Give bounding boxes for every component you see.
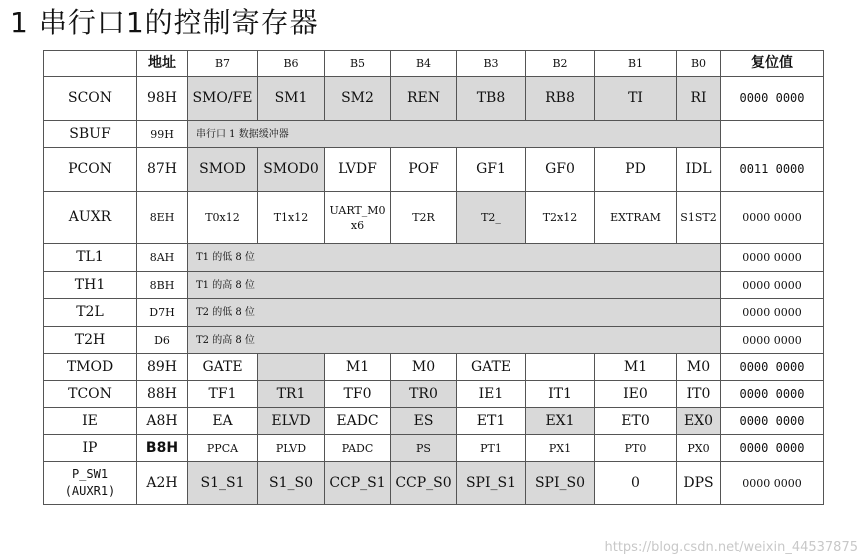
bit-cell: UART_M0x6 bbox=[325, 192, 391, 244]
register-address: 88H bbox=[137, 381, 188, 408]
register-description: 串行口 1 数据缓冲器 bbox=[188, 121, 721, 148]
table-row bbox=[44, 381, 824, 408]
bit-cell: IT0 bbox=[677, 381, 721, 408]
bit-cell: TI bbox=[595, 77, 677, 121]
bit-cell: 0 bbox=[595, 462, 677, 505]
register-name: TL1 bbox=[44, 244, 137, 272]
bit-cell: CCP_S1 bbox=[325, 462, 391, 505]
bit-cell: EA bbox=[188, 408, 258, 435]
bit-cell: S1ST2 bbox=[677, 192, 721, 244]
register-name: IP bbox=[44, 435, 137, 462]
reset-value: 0000 0000 bbox=[721, 354, 824, 381]
reset-value: 0011 0000 bbox=[721, 148, 824, 192]
watermark-text: https://blog.csdn.net/weixin_44537875 bbox=[604, 540, 858, 555]
bit-cell: GATE bbox=[188, 354, 258, 381]
register-address: D7H bbox=[137, 299, 188, 327]
table-row bbox=[44, 435, 824, 462]
column-header: 复位值 bbox=[721, 51, 824, 77]
register-address: 87H bbox=[137, 148, 188, 192]
bit-cell: T0x12 bbox=[188, 192, 258, 244]
bit-cell: GATE bbox=[457, 354, 526, 381]
bit-cell: SM2 bbox=[325, 77, 391, 121]
bit-cell: RB8 bbox=[526, 77, 595, 121]
register-name: TMOD bbox=[44, 354, 137, 381]
bit-cell: EX1 bbox=[526, 408, 595, 435]
bit-cell: IDL bbox=[677, 148, 721, 192]
heading-title: 串行口1的控制寄存器 bbox=[38, 6, 319, 39]
register-name: T2H bbox=[44, 327, 137, 354]
bit-cell: EXTRAM bbox=[595, 192, 677, 244]
table-row bbox=[44, 77, 824, 121]
register-name: AUXR bbox=[44, 192, 137, 244]
bit-cell: TB8 bbox=[457, 77, 526, 121]
bit-cell: M1 bbox=[325, 354, 391, 381]
reset-value bbox=[721, 121, 824, 148]
register-name-line: P_SW1 bbox=[71, 467, 109, 481]
bit-cell: T2_ bbox=[457, 192, 526, 244]
register-name: SBUF bbox=[44, 121, 137, 148]
register-description: T1 的高 8 位 bbox=[188, 272, 721, 299]
register-address: B8H bbox=[137, 435, 188, 462]
register-address: D6 bbox=[137, 327, 188, 354]
bit-cell: ET0 bbox=[595, 408, 677, 435]
bit-cell: RI bbox=[677, 77, 721, 121]
bit-cell: S1_S0 bbox=[258, 462, 325, 505]
bit-cell: SMOD0 bbox=[258, 148, 325, 192]
register-address: A2H bbox=[137, 462, 188, 505]
bit-cell: PT1 bbox=[457, 435, 526, 462]
bit-cell: PADC bbox=[325, 435, 391, 462]
register-address: A8H bbox=[137, 408, 188, 435]
register-description: T2 的低 8 位 bbox=[188, 299, 721, 327]
column-header: B1 bbox=[595, 51, 677, 77]
bit-cell: T1x12 bbox=[258, 192, 325, 244]
register-address: 99H bbox=[137, 121, 188, 148]
register-address: 89H bbox=[137, 354, 188, 381]
register-name: PCON bbox=[44, 148, 137, 192]
bit-cell: PD bbox=[595, 148, 677, 192]
bit-cell: M0 bbox=[677, 354, 721, 381]
register-name: TCON bbox=[44, 381, 137, 408]
bit-cell: TR0 bbox=[391, 381, 457, 408]
bit-cell: SMOD bbox=[188, 148, 258, 192]
table-row bbox=[44, 244, 824, 272]
bit-cell: POF bbox=[391, 148, 457, 192]
bit-cell: PLVD bbox=[258, 435, 325, 462]
bit-cell: ET1 bbox=[457, 408, 526, 435]
bit-cell: TF1 bbox=[188, 381, 258, 408]
reset-value: 0000 0000 bbox=[721, 272, 824, 299]
table-row bbox=[44, 462, 824, 505]
bit-cell: SM1 bbox=[258, 77, 325, 121]
heading-number: 1 bbox=[10, 6, 29, 39]
column-header: B3 bbox=[457, 51, 526, 77]
table-row bbox=[44, 408, 824, 435]
reset-value: 0000 0000 bbox=[721, 327, 824, 354]
bit-cell: GF0 bbox=[526, 148, 595, 192]
reset-value: 0000 0000 bbox=[721, 408, 824, 435]
reset-value: 0000 0000 bbox=[721, 381, 824, 408]
table-row bbox=[44, 299, 824, 327]
table-row bbox=[44, 121, 824, 148]
bit-cell: DPS bbox=[677, 462, 721, 505]
register-name bbox=[44, 462, 137, 505]
reset-value: 0000 0000 bbox=[721, 435, 824, 462]
reset-value: 0000 0000 bbox=[721, 244, 824, 272]
bit-cell: SPI_S0 bbox=[526, 462, 595, 505]
reset-value: 0000 0000 bbox=[721, 192, 824, 244]
register-address: 8BH bbox=[137, 272, 188, 299]
table-row bbox=[44, 327, 824, 354]
bit-cell: PX0 bbox=[677, 435, 721, 462]
register-name: T2L bbox=[44, 299, 137, 327]
table-row bbox=[44, 192, 824, 244]
column-header: B7 bbox=[188, 51, 258, 77]
column-header: B6 bbox=[258, 51, 325, 77]
bit-cell: IT1 bbox=[526, 381, 595, 408]
register-description: T2 的高 8 位 bbox=[188, 327, 721, 354]
reset-value: 0000 0000 bbox=[721, 299, 824, 327]
bit-cell: PX1 bbox=[526, 435, 595, 462]
register-address: 8EH bbox=[137, 192, 188, 244]
register-address: 8AH bbox=[137, 244, 188, 272]
bit-cell: PPCA bbox=[188, 435, 258, 462]
column-header: 地址 bbox=[137, 51, 188, 77]
table-row bbox=[44, 272, 824, 299]
register-description: T1 的低 8 位 bbox=[188, 244, 721, 272]
bit-cell: PT0 bbox=[595, 435, 677, 462]
column-header: B4 bbox=[391, 51, 457, 77]
bit-cell: TF0 bbox=[325, 381, 391, 408]
bit-cell: S1_S1 bbox=[188, 462, 258, 505]
bit-cell: T2x12 bbox=[526, 192, 595, 244]
bit-cell: SMO/FE bbox=[188, 77, 258, 121]
register-address: 98H bbox=[137, 77, 188, 121]
register-name: SCON bbox=[44, 77, 137, 121]
register-name: TH1 bbox=[44, 272, 137, 299]
reset-value: 0000 0000 bbox=[721, 77, 824, 121]
bit-cell: M1 bbox=[595, 354, 677, 381]
bit-cell: ELVD bbox=[258, 408, 325, 435]
bit-cell: IE1 bbox=[457, 381, 526, 408]
reset-value: 0000 0000 bbox=[721, 462, 824, 505]
bit-cell: EX0 bbox=[677, 408, 721, 435]
bit-cell: LVDF bbox=[325, 148, 391, 192]
bit-cell: TR1 bbox=[258, 381, 325, 408]
bit-cell: ES bbox=[391, 408, 457, 435]
column-header: B5 bbox=[325, 51, 391, 77]
document-heading bbox=[10, 2, 319, 44]
bit-cell: CCP_S0 bbox=[391, 462, 457, 505]
register-name: IE bbox=[44, 408, 137, 435]
table-row bbox=[44, 148, 824, 192]
bit-cell: M0 bbox=[391, 354, 457, 381]
column-header: B2 bbox=[526, 51, 595, 77]
bit-cell: T2R bbox=[391, 192, 457, 244]
bit-cell: EADC bbox=[325, 408, 391, 435]
bit-cell: IE0 bbox=[595, 381, 677, 408]
register-table bbox=[43, 50, 824, 505]
bit-cell: PS bbox=[391, 435, 457, 462]
bit-cell: SPI_S1 bbox=[457, 462, 526, 505]
bit-cell: GF1 bbox=[457, 148, 526, 192]
register-name-line: (AUXR1) bbox=[64, 484, 116, 498]
column-header: B0 bbox=[677, 51, 721, 77]
bit-cell bbox=[526, 354, 595, 381]
table-row bbox=[44, 354, 824, 381]
column-header bbox=[44, 51, 137, 77]
bit-cell: REN bbox=[391, 77, 457, 121]
bit-cell bbox=[258, 354, 325, 381]
table-header-row bbox=[44, 51, 824, 77]
